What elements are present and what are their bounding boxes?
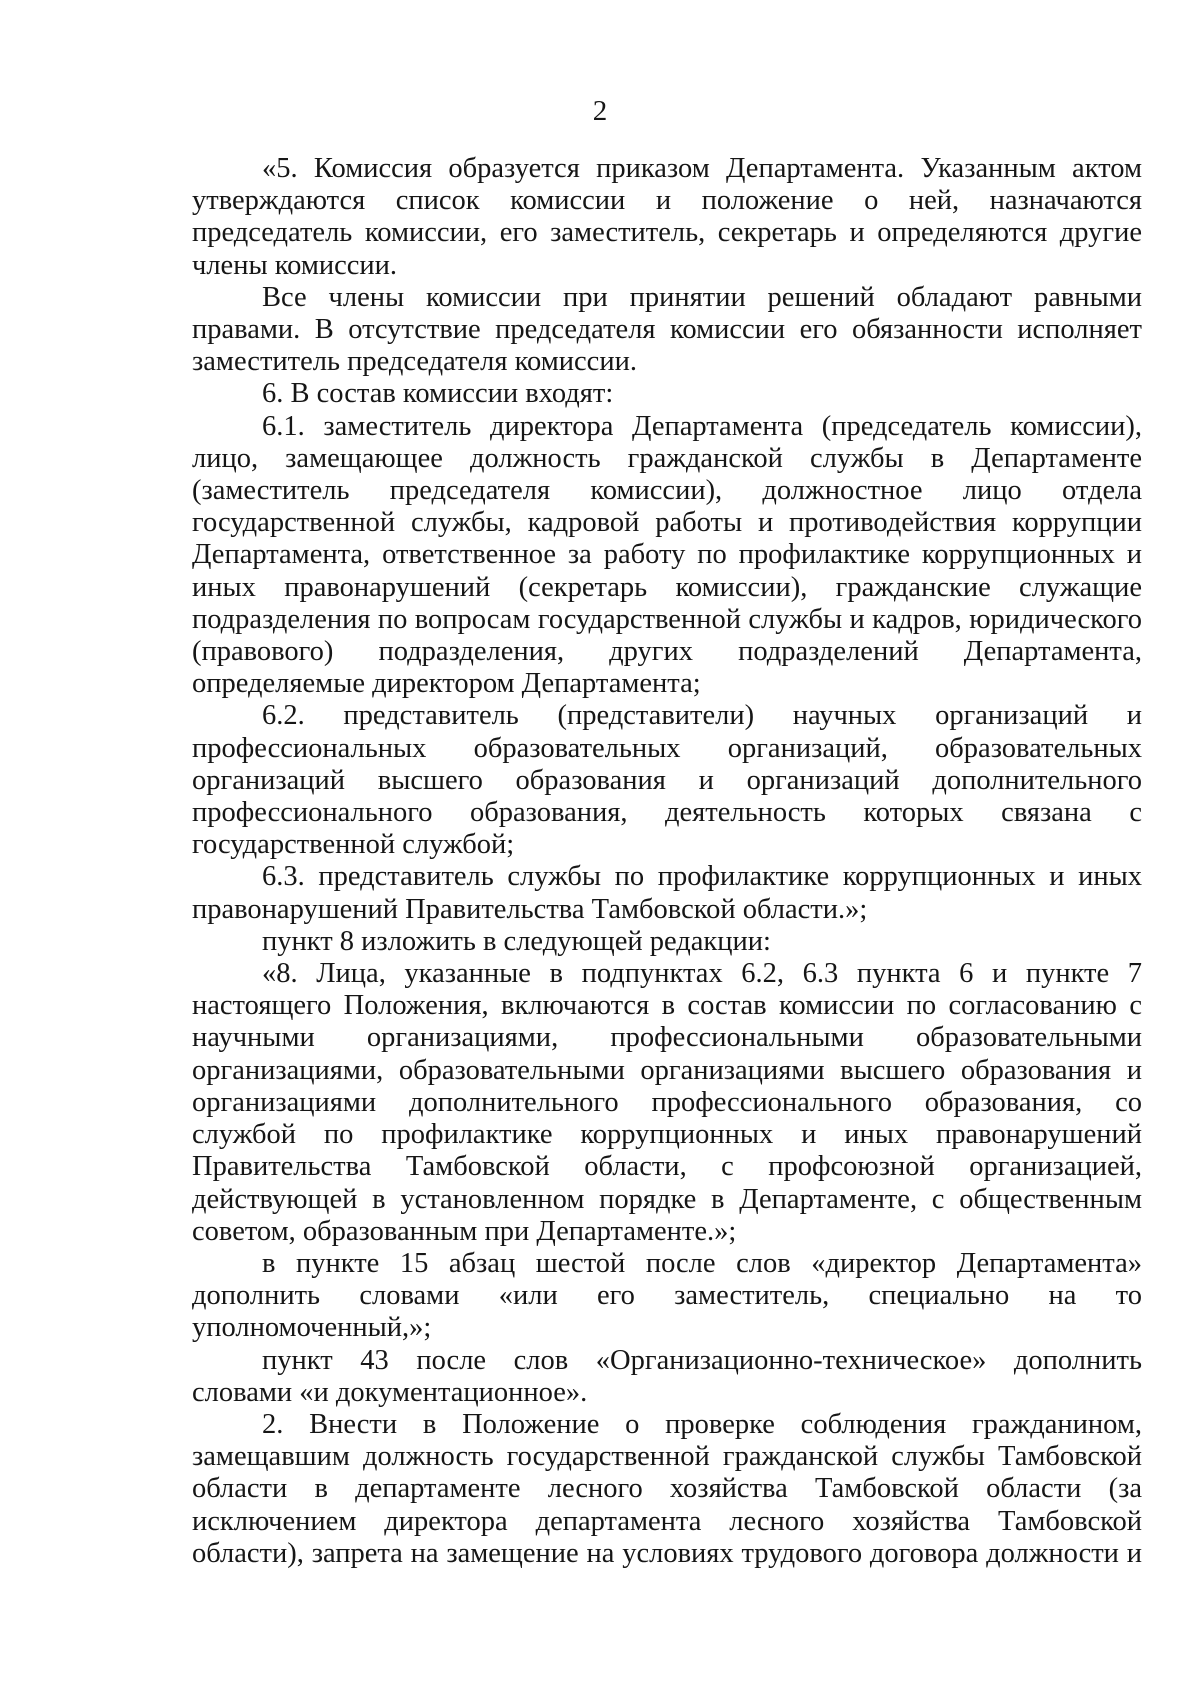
paragraph-equal-rights: Все члены комиссии при принятии решений обладают равными правами. В отсутствие председателя комиссии его обязанности исполняет заместитель председателя комиссии.: [192, 281, 1142, 378]
paragraph-item-6-3: 6.3. представитель службы по профилактике коррупционных и иных правонарушений Правительства Тамбовской области.»;: [192, 861, 1142, 925]
paragraph-item-8: «8. Лица, указанные в подпунктах 6.2, 6.3 пункта 6 и пункте 7 настоящего Положения, включаются в состав комиссии по согласованию с научными организациями, профессиональными образовательными организациями, образовательными организациями высшего образования и организациями дополнительного профессионального образования, со службой по профилактике коррупционных и иных правонарушений Правительства Тамбовской области, с профсоюзной организацией, действующей в установленном порядке в Департаменте, с общественным советом, образованным при Департаменте.»;: [192, 958, 1142, 1247]
paragraph-item-6-1: 6.1. заместитель директора Департамента (председатель комиссии), лицо, замещающее должность гражданской службы в Департаменте (заместитель председателя комиссии), должностное лицо отдела государственной службы, кадровой работы и противодействия коррупции Департамента, ответственное за работу по профилактике коррупционных и иных правонарушений (секретарь комиссии), гражданские служащие подразделения по вопросам государственной службы и кадров, юридического (правового) подразделения, других подразделений Департамента, определяемые директором Департамента;: [192, 410, 1142, 700]
page-number: 2: [592, 95, 608, 127]
paragraph-item-15: в пункте 15 абзац шестой после слов «директор Департамента» дополнить словами «или его заместитель, специально на то уполномоченный,»;: [192, 1247, 1142, 1344]
paragraph-section-2: 2. Внести в Положение о проверке соблюдения гражданином, замещавшим должность государственной гражданской службы Тамбовской области в департаменте лесного хозяйства Тамбовской области (за исключением директора департамента лесного хозяйства Тамбовской области), запрета на замещение на условиях трудового договора должности и: [192, 1408, 1142, 1569]
paragraph-composition-heading: 6. В состав комиссии входят:: [262, 378, 614, 410]
paragraph-item-8-intro: пункт 8 изложить в следующей редакции:: [262, 925, 771, 957]
paragraph-item-43: пункт 43 после слов «Организационно-техническое» дополнить словами «и документационное».: [192, 1344, 1142, 1408]
document-body: [192, 153, 1142, 1570]
paragraph-commission-formation: «5. Комиссия образуется приказом Департамента. Указанным актом утверждаются список комиссии и положение о ней, назначаются председатель комиссии, его заместитель, секретарь и определяются другие члены комиссии.: [192, 153, 1142, 281]
paragraph-item-6-2: 6.2. представитель (представители) научных организаций и профессиональных образовательных организаций, образовательных организаций высшего образования и организаций дополнительного профессионального образования, деятельность которых связана с государственной службой;: [192, 700, 1142, 861]
